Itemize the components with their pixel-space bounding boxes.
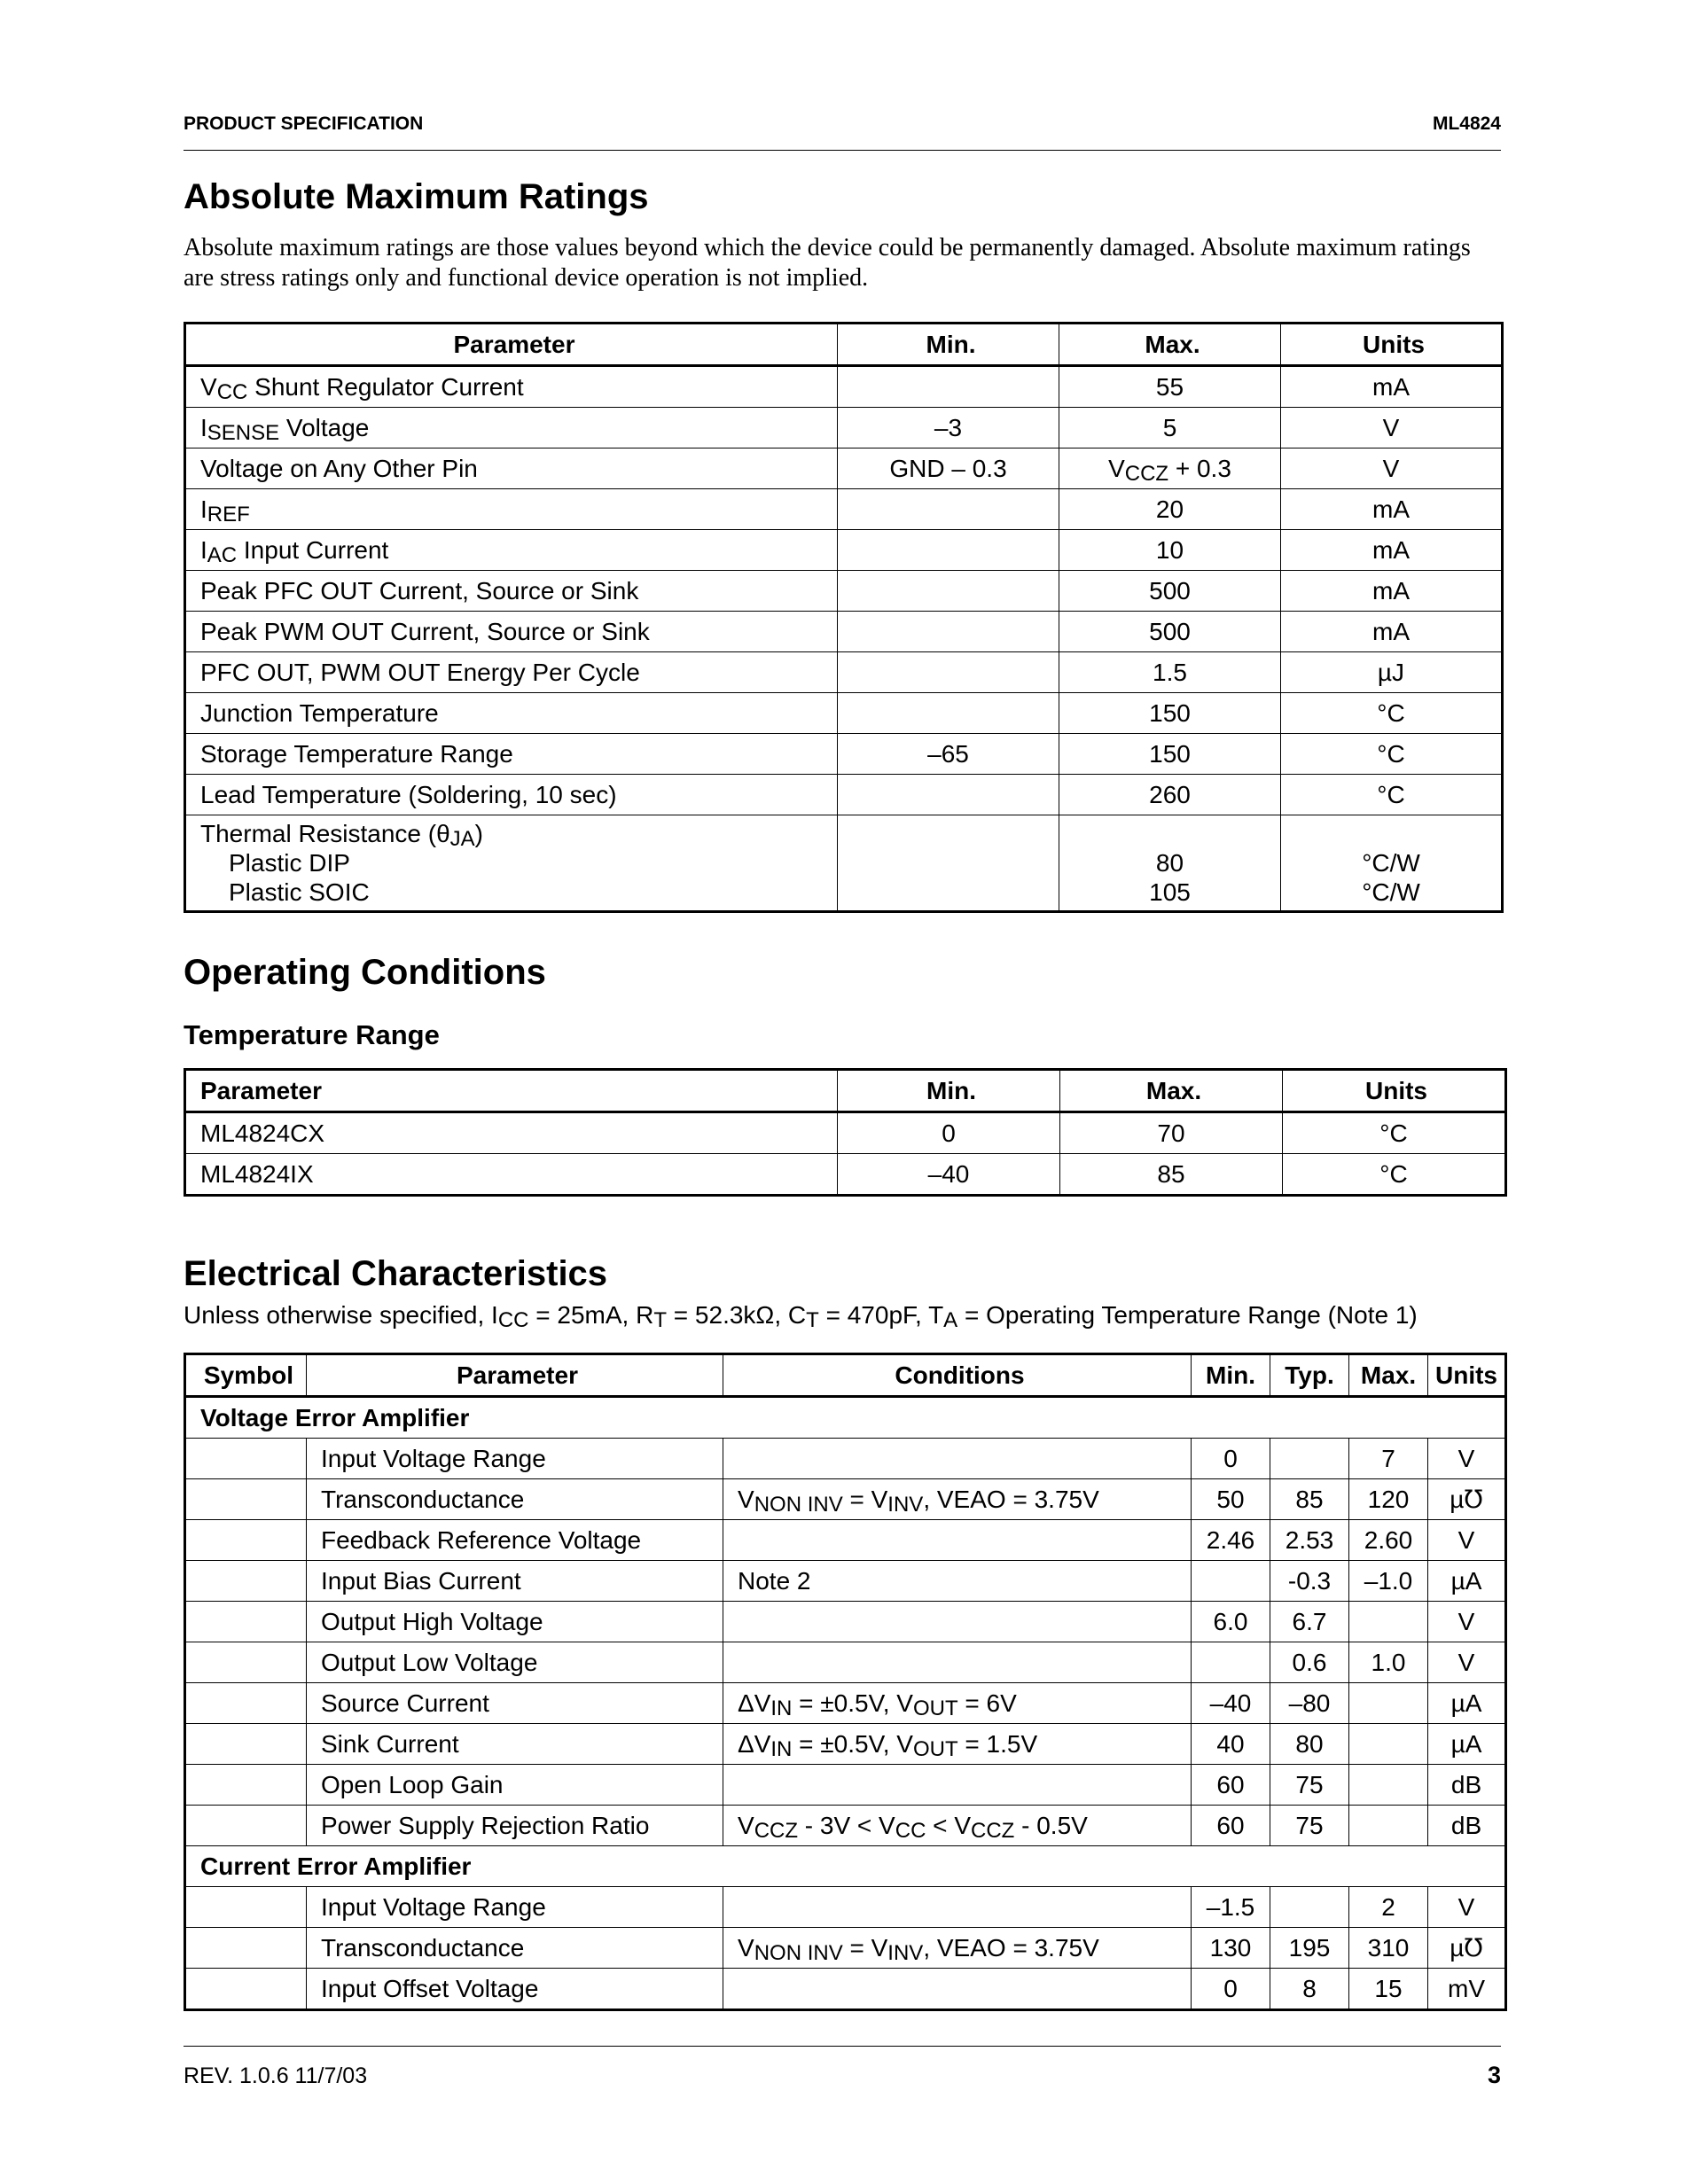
thermal-dip-units: °C/W [1362,849,1420,877]
symbol-cell [185,1806,307,1846]
table-row [185,530,1503,571]
param-cell: Storage Temperature Range [185,734,838,775]
param-cell: Input Bias Current [307,1561,723,1602]
typ-cell: 75 [1270,1765,1349,1806]
param-cell: Output High Voltage [307,1602,723,1642]
abs-max-table [184,322,1504,913]
param-cell: Input Offset Voltage [307,1969,723,2010]
thermal-max-cell [1059,815,1281,912]
units-cell: dB [1428,1765,1506,1806]
symbol-cell [185,1724,307,1765]
min-cell: –40 [1192,1683,1270,1724]
abs-max-intro: Absolute maximum ratings are those values beyond which the device could be permanently damaged. Absolute maximum ratings are stress ratings only and functional device operation is not implied. [184,234,1471,292]
table-row [185,775,1503,815]
max-cell: 7 [1349,1439,1428,1479]
max-cell: 70 [1060,1112,1283,1154]
max-cell [1349,1806,1428,1846]
units-cell: V [1428,1887,1506,1928]
column-header: Min. [1192,1354,1270,1397]
units-cell: dB [1428,1806,1506,1846]
conditions-cell: $V_{NON INV} = V_{INV}$, VEAO = 3.75V [723,1928,1192,1969]
conditions-cell: $\Delta V_{IN} = \pm 0.5V$, $V_{OUT} = 6V$ [723,1683,1192,1724]
min-cell: 40 [1192,1724,1270,1765]
symbol-cell [185,1683,307,1724]
table-row [185,1642,1506,1683]
min-cell [838,693,1059,734]
table-row [185,366,1503,408]
min-cell [1192,1642,1270,1683]
param-cell: Open Loop Gain [307,1765,723,1806]
max-cell: 260 [1059,775,1281,815]
conditions-cell [723,1439,1192,1479]
table-header-row [185,324,1503,366]
max-cell: –1.0 [1349,1561,1428,1602]
param-cell: Input Voltage Range [307,1439,723,1479]
min-cell [838,530,1059,571]
max-cell: 150 [1059,734,1281,775]
table-row [185,571,1503,612]
symbol-cell [185,1928,307,1969]
table-header-row [185,1070,1506,1112]
column-header: Min. [838,324,1059,366]
min-cell: GND – 0.3 [838,448,1059,489]
page-number: 3 [1487,2062,1501,2088]
typ-cell [1270,1887,1349,1928]
units-cell: mA [1281,489,1503,530]
column-header: Parameter [185,324,838,366]
header-left: PRODUCT SPECIFICATION [184,113,424,134]
electrical-intro: Unless otherwise specified, $I_{CC} = 25mA$, $R_T = 52.3k\Omega$, $C_T = 470pF$, $T_A$ = Operating Temperature Range (Note 1) [184,1301,1418,1332]
min-cell: 2.46 [1192,1520,1270,1561]
max-cell: 55 [1059,366,1281,408]
table-row [185,1969,1506,2010]
table-row [185,1112,1506,1154]
column-header: Units [1428,1354,1506,1397]
min-cell [838,652,1059,693]
thermal-units-cell [1281,815,1503,912]
conditions-cell [723,1765,1192,1806]
min-cell: –40 [838,1154,1060,1196]
thermal-param-cell [185,815,838,912]
max-cell: 85 [1060,1154,1283,1196]
operating-title: Operating Conditions [184,953,546,992]
param-cell: Lead Temperature (Soldering, 10 sec) [185,775,838,815]
units-cell: µA [1428,1683,1506,1724]
param-cell: Power Supply Rejection Ratio [307,1806,723,1846]
thermal-soic-label: Plastic SOIC [229,878,370,906]
units-cell: µ℧ [1428,1928,1506,1969]
max-cell: 500 [1059,612,1281,652]
typ-cell: 195 [1270,1928,1349,1969]
min-cell: 60 [1192,1806,1270,1846]
param-cell: Source Current [307,1683,723,1724]
column-header: Max. [1059,324,1281,366]
param-cell: Junction Temperature [185,693,838,734]
electrical-title: Electrical Characteristics [184,1254,608,1293]
units-cell: mV [1428,1969,1506,2010]
conditions-cell [723,1887,1192,1928]
units-cell: °C [1281,734,1503,775]
max-cell: 2 [1349,1887,1428,1928]
min-cell [838,571,1059,612]
units-cell: µA [1428,1724,1506,1765]
max-cell: 310 [1349,1928,1428,1969]
section-row [185,1397,1506,1439]
min-cell: –65 [838,734,1059,775]
table-row [185,1439,1506,1479]
max-cell [1349,1683,1428,1724]
thermal-soic-units: °C/W [1362,878,1420,906]
header-right: ML4824 [1432,113,1501,134]
typ-cell: 0.6 [1270,1642,1349,1683]
section-row [185,1846,1506,1887]
table-row [185,489,1503,530]
symbol-cell [185,1642,307,1683]
param-cell: $I_{AC}$ Input Current [185,530,838,571]
param-cell: Transconductance [307,1928,723,1969]
units-cell: V [1281,448,1503,489]
units-cell: °C [1283,1112,1506,1154]
column-header: Parameter [307,1354,723,1397]
min-cell: –1.5 [1192,1887,1270,1928]
section-current-error-amplifier: Current Error Amplifier [185,1846,1506,1887]
max-cell: 15 [1349,1969,1428,2010]
column-header: Max. [1349,1354,1428,1397]
footer-rule [184,2046,1501,2047]
max-cell: 20 [1059,489,1281,530]
conditions-cell [723,1969,1192,2010]
typ-cell: 75 [1270,1806,1349,1846]
param-cell: ML4824IX [185,1154,838,1196]
units-cell: V [1428,1642,1506,1683]
param-cell: Output Low Voltage [307,1642,723,1683]
table-row [185,1602,1506,1642]
max-cell: 2.60 [1349,1520,1428,1561]
min-cell: 50 [1192,1479,1270,1520]
param-cell: Sink Current [307,1724,723,1765]
param-cell: Input Voltage Range [307,1887,723,1928]
typ-cell: -0.3 [1270,1561,1349,1602]
electrical-table [184,1353,1507,2011]
max-cell: 10 [1059,530,1281,571]
units-cell: mA [1281,612,1503,652]
param-cell: $I_{SENSE}$ Voltage [185,408,838,448]
typ-cell: 6.7 [1270,1602,1349,1642]
param-cell: PFC OUT, PWM OUT Energy Per Cycle [185,652,838,693]
table-row [185,1765,1506,1806]
units-cell: µ℧ [1428,1479,1506,1520]
thermal-title: Thermal Resistance $(\theta_{JA})$ [200,820,483,851]
units-cell: µA [1428,1561,1506,1602]
units-cell: °C [1283,1154,1506,1196]
table-row [185,693,1503,734]
table-row [185,448,1503,489]
abs-max-title: Absolute Maximum Ratings [184,177,649,216]
column-header: Conditions [723,1354,1192,1397]
min-cell: 0 [1192,1969,1270,2010]
units-cell: °C [1281,775,1503,815]
table-row [185,1561,1506,1602]
typ-cell: 85 [1270,1479,1349,1520]
typ-cell: 2.53 [1270,1520,1349,1561]
table-row [185,1887,1506,1928]
max-cell: 1.0 [1349,1642,1428,1683]
operating-subtitle: Temperature Range [184,1019,440,1050]
symbol-cell [185,1561,307,1602]
max-cell [1349,1602,1428,1642]
table-row [185,612,1503,652]
units-cell: V [1428,1602,1506,1642]
min-cell [838,775,1059,815]
column-header: Min. [838,1070,1060,1112]
conditions-cell: $V_{CCZ} - 3V < V_{CC} < V_{CCZ} - 0.5V$ [723,1806,1192,1846]
param-cell: Peak PWM OUT Current, Source or Sink [185,612,838,652]
symbol-cell [185,1969,307,2010]
min-cell [1192,1561,1270,1602]
symbol-cell [185,1602,307,1642]
units-cell: °C [1281,693,1503,734]
units-cell: V [1281,408,1503,448]
min-cell: 60 [1192,1765,1270,1806]
section-voltage-error-amplifier: Voltage Error Amplifier [185,1397,1506,1439]
max-cell: 150 [1059,693,1281,734]
header-rule [184,150,1501,151]
thermal-dip-label: Plastic DIP [229,849,350,877]
min-cell: 6.0 [1192,1602,1270,1642]
param-cell: $I_{REF}$ [185,489,838,530]
table-row [185,652,1503,693]
thermal-soic-max: 105 [1149,878,1191,906]
param-cell: Voltage on Any Other Pin [185,448,838,489]
table-row [185,1806,1506,1846]
table-row [185,1479,1506,1520]
min-cell: 130 [1192,1928,1270,1969]
min-cell: –3 [838,408,1059,448]
table-cell [838,815,1059,912]
units-cell: V [1428,1520,1506,1561]
table-row [185,1683,1506,1724]
min-cell: 0 [838,1112,1060,1154]
typ-cell: 80 [1270,1724,1349,1765]
typ-cell: 8 [1270,1969,1349,2010]
footer-revision: REV. 1.0.6 11/7/03 [184,2063,368,2088]
symbol-cell [185,1479,307,1520]
symbol-cell [185,1765,307,1806]
column-header: Units [1283,1070,1506,1112]
conditions-cell [723,1642,1192,1683]
column-header: Symbol [185,1354,307,1397]
table-header-row [185,1354,1506,1397]
table-row [185,815,1503,912]
min-cell [838,612,1059,652]
symbol-cell [185,1887,307,1928]
table-row [185,734,1503,775]
column-header: Typ. [1270,1354,1349,1397]
param-cell: $V_{CC}$ Shunt Regulator Current [185,366,838,408]
param-cell: Feedback Reference Voltage [307,1520,723,1561]
max-cell: 5 [1059,408,1281,448]
typ-cell [1270,1439,1349,1479]
table-row [185,1928,1506,1969]
symbol-cell [185,1520,307,1561]
table-row [185,408,1503,448]
conditions-cell: $V_{NON INV} = V_{INV}$, VEAO = 3.75V [723,1479,1192,1520]
max-cell: $V_{CCZ} + 0.3$ [1059,448,1281,489]
thermal-dip-max: 80 [1155,849,1184,877]
temperature-range-table [184,1068,1507,1197]
typ-cell: –80 [1270,1683,1349,1724]
param-cell: Transconductance [307,1479,723,1520]
min-cell [838,366,1059,408]
param-cell: ML4824CX [185,1112,838,1154]
table-row [185,1724,1506,1765]
max-cell [1349,1724,1428,1765]
table-row [185,1520,1506,1561]
conditions-cell: Note 2 [723,1561,1192,1602]
param-cell: Peak PFC OUT Current, Source or Sink [185,571,838,612]
units-cell: mA [1281,366,1503,408]
max-cell: 1.5 [1059,652,1281,693]
units-cell: mA [1281,530,1503,571]
min-cell [838,489,1059,530]
conditions-cell [723,1602,1192,1642]
min-cell: 0 [1192,1439,1270,1479]
conditions-cell: $\Delta V_{IN} = \pm 0.5V$, $V_{OUT} = 1.5V$ [723,1724,1192,1765]
max-cell: 120 [1349,1479,1428,1520]
conditions-cell [723,1520,1192,1561]
units-cell: µJ [1281,652,1503,693]
units-cell: V [1428,1439,1506,1479]
column-header: Parameter [185,1070,838,1112]
column-header: Max. [1060,1070,1283,1112]
max-cell: 500 [1059,571,1281,612]
symbol-cell [185,1439,307,1479]
max-cell [1349,1765,1428,1806]
units-cell: mA [1281,571,1503,612]
column-header: Units [1281,324,1503,366]
table-row [185,1154,1506,1196]
